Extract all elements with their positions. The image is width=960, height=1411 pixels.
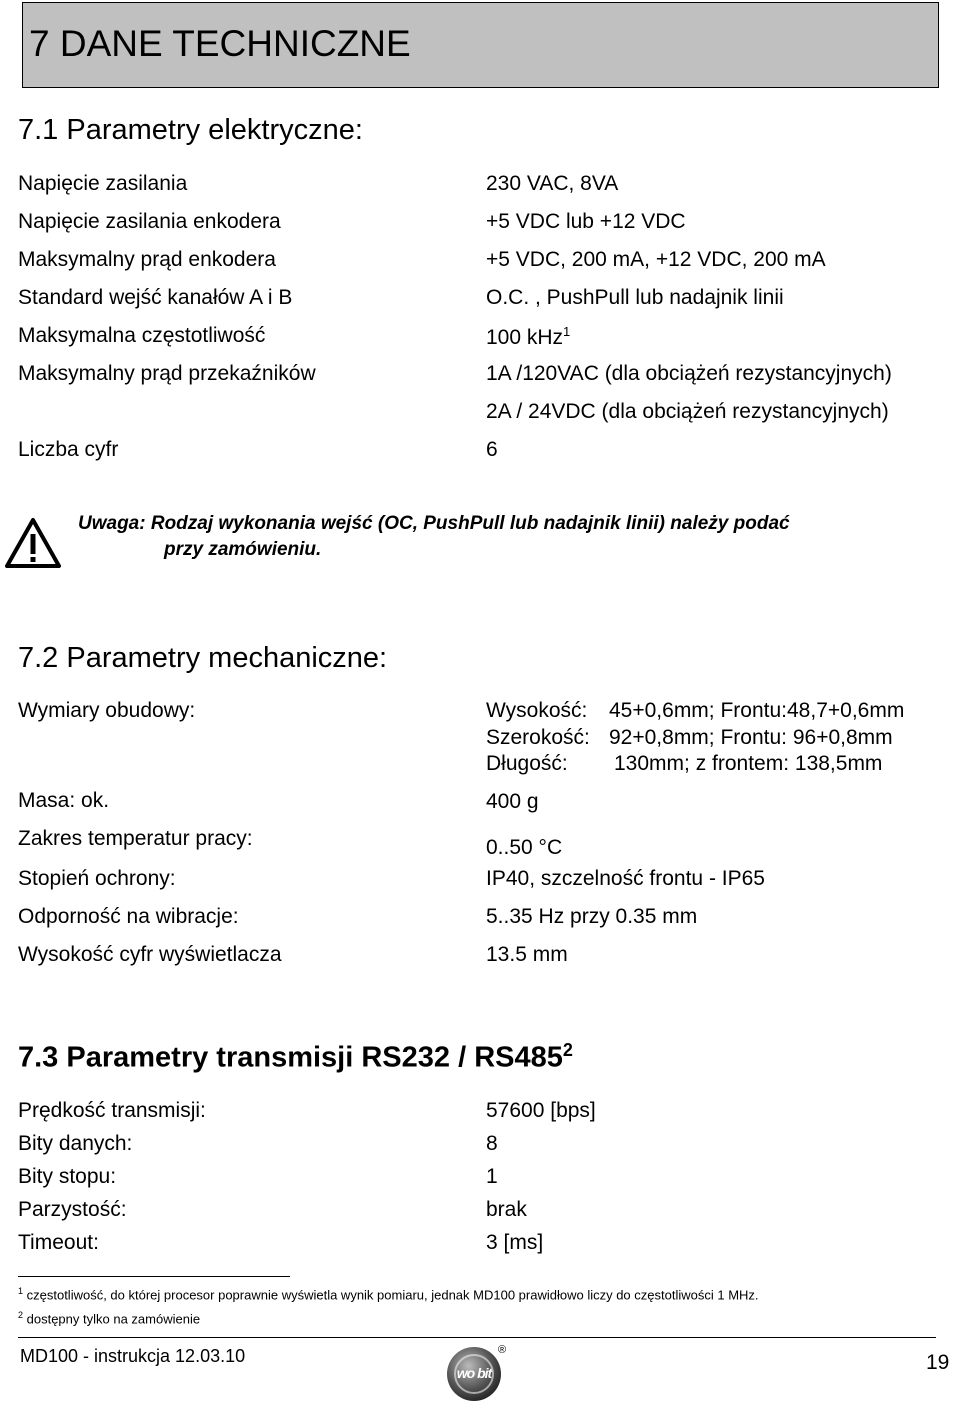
param-value: 400 g [486, 790, 539, 813]
section-heading-text: 7.3 Parametry transmisji RS232 / RS485 [18, 1041, 563, 1074]
param-value: 57600 [bps] [486, 1099, 596, 1122]
wobit-logo-text: wo bit [456, 1365, 492, 1381]
warning-triangle-icon [4, 516, 62, 570]
footnote-separator [18, 1276, 290, 1277]
warning-line-1: Uwaga: Rodzaj wykonania wejść (OC, PushPull lub nadajnik linii) należy podać [78, 513, 790, 534]
registered-mark: ® [498, 1344, 507, 1356]
section-heading-electrical: 7.1 Parametry elektryczne: [18, 114, 363, 146]
param-value: 1 [486, 1165, 498, 1188]
footnote-text: dostępny tylko na zamówienie [23, 1311, 201, 1327]
param-value: IP40, szczelność frontu - IP65 [486, 867, 765, 890]
param-label: Wymiary obudowy: [18, 699, 196, 722]
param-value: 5..35 Hz przy 0.35 mm [486, 905, 698, 928]
param-label: Parzystość: [18, 1198, 127, 1221]
param-label: Maksymalna częstotliwość [18, 324, 266, 347]
param-label: Zakres temperatur pracy: [18, 827, 253, 850]
footnote-number: 1 [18, 1286, 24, 1296]
param-value: 0..50 °C [486, 836, 563, 859]
param-value: 2A / 24VDC (dla obciążeń rezystancyjnych) [486, 400, 889, 423]
dim-value: 130mm; z frontem: 138,5mm [614, 752, 883, 775]
param-label: Napięcie zasilania [18, 172, 188, 195]
param-label: Bity stopu: [18, 1165, 117, 1188]
param-label: Wysokość cyfr wyświetlacza [18, 943, 282, 966]
param-label: Timeout: [18, 1231, 99, 1254]
wobit-logo [446, 1346, 502, 1402]
param-value: 6 [486, 438, 498, 461]
footnote-text: częstotliwość, do której procesor poprawnie wyświetla wynik pomiaru, jednak MD100 prawidłowo liczy do częstotliwości 1 MHz. [23, 1287, 759, 1303]
param-value: brak [486, 1198, 527, 1221]
param-value: +5 VDC, 200 mA, +12 VDC, 200 mA [486, 248, 826, 271]
param-value: 3 [ms] [486, 1231, 544, 1254]
page-number: 19 [926, 1351, 950, 1374]
chapter-title-box [22, 2, 939, 88]
param-value: 13.5 mm [486, 943, 568, 966]
footnote-1 [18, 1286, 759, 1302]
section-heading-mechanical: 7.2 Parametry mechaniczne: [18, 642, 388, 674]
param-value: 1A /120VAC (dla obciążeń rezystancyjnych) [486, 362, 892, 385]
param-label: Maksymalny prąd przekaźników [18, 362, 316, 385]
section-heading-transmission [18, 1040, 573, 1075]
warning-line-2: przy zamówieniu. [164, 539, 322, 560]
dim-key: Długość: [486, 752, 568, 775]
param-label: Prędkość transmisji: [18, 1099, 206, 1122]
chapter-title: 7 DANE TECHNICZNE [29, 23, 411, 64]
dim-value: 92+0,8mm; Frontu: 96+0,8mm [609, 726, 893, 749]
dim-value: 45+0,6mm; Frontu:48,7+0,6mm [609, 699, 905, 722]
footer-doc-title: MD100 - instrukcja 12.03.10 [20, 1346, 246, 1366]
param-value: O.C. , PushPull lub nadajnik linii [486, 286, 784, 309]
param-value [486, 324, 570, 350]
dim-key: Wysokość: [486, 699, 588, 722]
param-label: Liczba cyfr [18, 438, 119, 461]
param-value: +5 VDC lub +12 VDC [486, 210, 686, 233]
param-label: Bity danych: [18, 1132, 133, 1155]
param-value-text: 100 kHz [486, 326, 564, 349]
param-label: Maksymalny prąd enkodera [18, 248, 276, 271]
footnote-number: 2 [18, 1310, 24, 1320]
param-value: 230 VAC, 8VA [486, 172, 619, 195]
param-label: Odporność na wibracje: [18, 905, 239, 928]
param-value: 8 [486, 1132, 498, 1155]
dim-key: Szerokość: [486, 726, 590, 749]
param-label: Masa: ok. [18, 789, 110, 812]
footnote-2 [18, 1310, 200, 1326]
param-label: Napięcie zasilania enkodera [18, 210, 281, 233]
footnote-ref: 2 [562, 1040, 573, 1060]
footnote-ref: 1 [563, 324, 571, 339]
param-label: Stopień ochrony: [18, 867, 176, 890]
param-label: Standard wejść kanałów A i B [18, 286, 293, 309]
footer-rule [18, 1337, 936, 1338]
